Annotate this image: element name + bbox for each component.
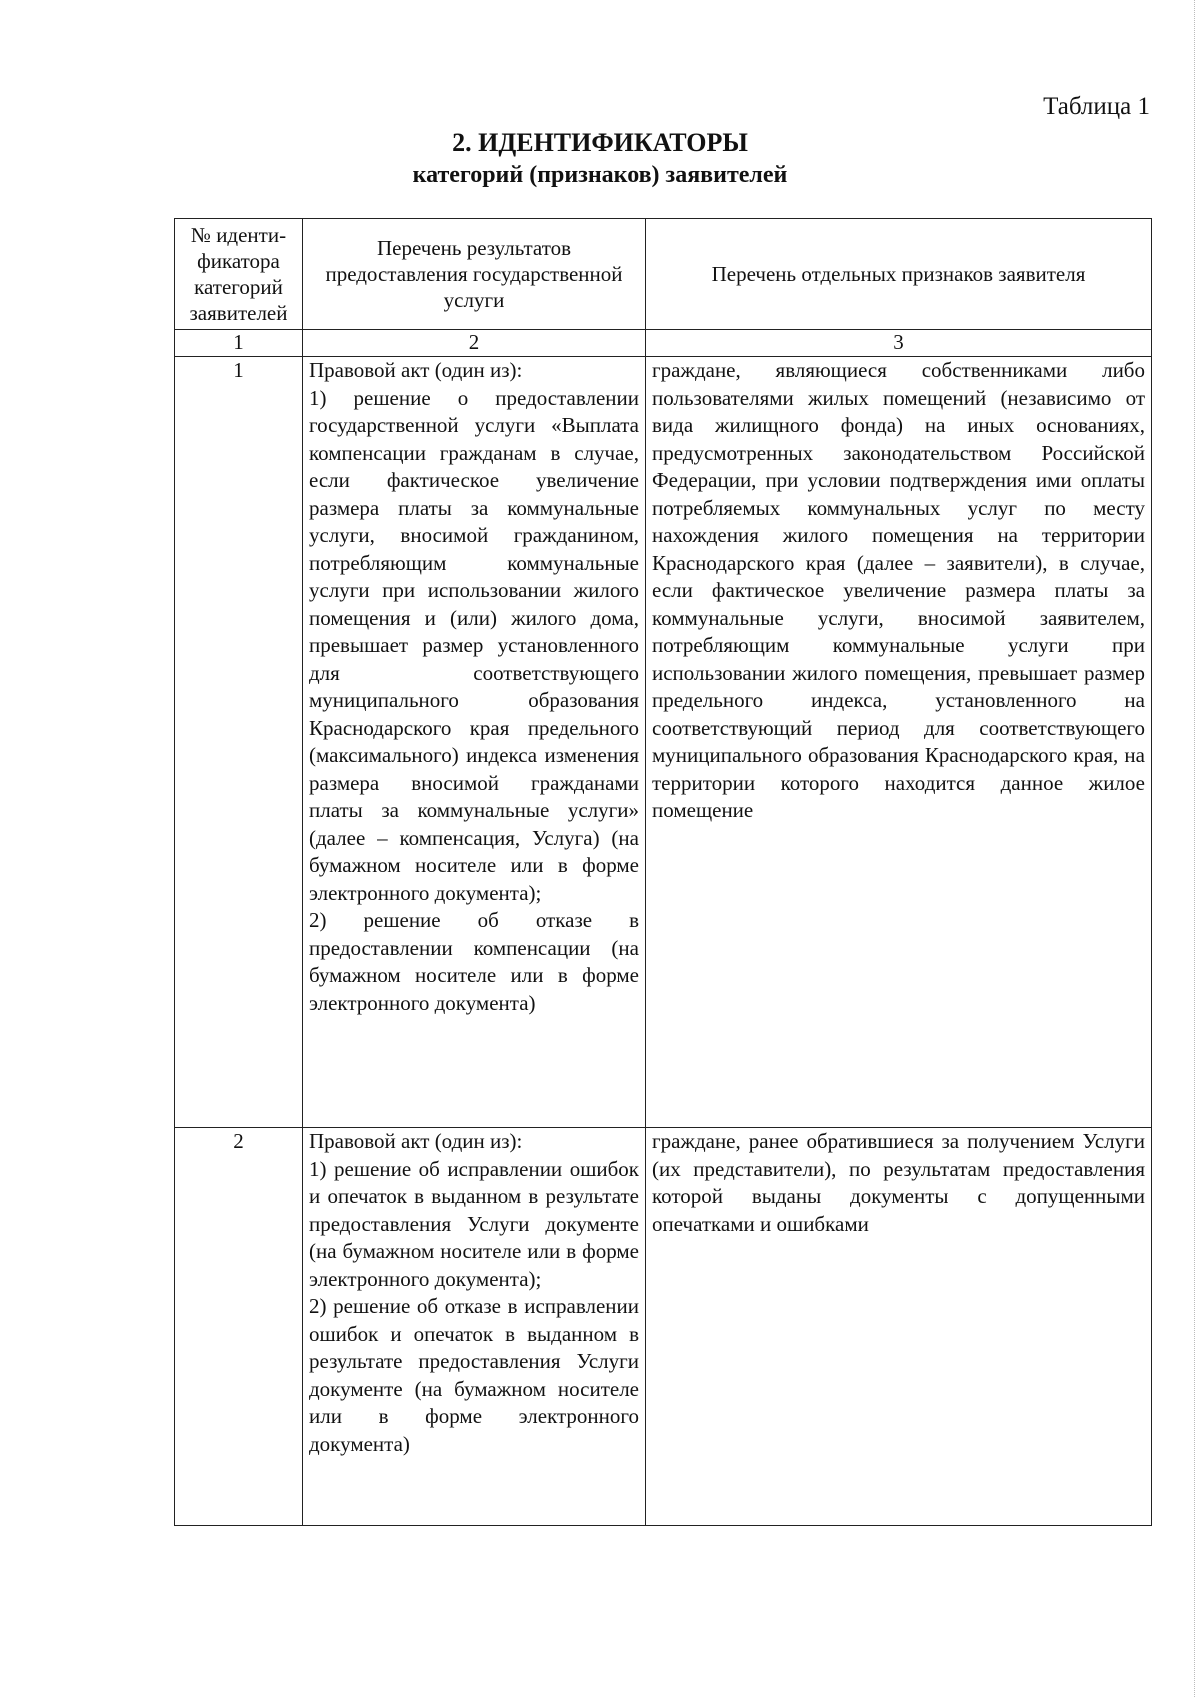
table-row [175,1128,1152,1526]
table-label: Таблица 1 [1043,93,1150,120]
identifiers-table [174,218,1152,1526]
header-results-column: Перечень результатов предоставления государственной услуги [303,219,646,330]
row-id: 1 [175,357,303,1128]
header-features-column: Перечень отдельных признаков заявителя [646,219,1152,330]
scan-edge-line [1194,0,1196,1697]
row-results: Правовой акт (один из): 1) решение об исправлении ошибок и опечаток в выданном в результате предоставления Услуги документе (на бумажном носителе или в форме электронного документа); 2) решение об отказе в исправлении ошибок и опечаток в выданном в результате предоставления Услуги документе (на бумажном носителе или в форме электронного документа) [303,1128,646,1526]
row-features: граждане, ранее обратившиеся за получением Услуги (их представители), по результатам предоставления которой выданы документы с допущенными опечатками и ошибками [646,1128,1152,1526]
column-number: 1 [175,330,303,357]
table-row [175,357,1152,1128]
document-subtitle: категорий (признаков) заявителей [412,162,788,188]
header-id-column: № иденти-фикатора категорий заявителей [175,219,303,330]
row-results: Правовой акт (один из): 1) решение о предоставлении государственной услуги «Выплата компенсации гражданам в случае, если фактическое увеличение размера платы за коммунальные услуги, вносимой гражданином, потребляющим коммунальные услуги при использовании жилого помещения и (или) жилого дома, превышает размер установленного для соответствующего муниципального образования Краснодарского края предельного (максимального) индекса изменения размера вносимой гражданами платы за коммунальные услуги» (далее – компенсация, Услуга) (на бумажном носителе или в форме электронного документа); 2) решение об отказе в предоставлении компенсации (на бумажном носителе или в форме электронного документа) [303,357,646,1128]
document-title: 2. ИДЕНТИФИКАТОРЫ [452,128,748,157]
row-id: 2 [175,1128,303,1526]
table-header-row [175,219,1152,330]
column-number: 2 [303,330,646,357]
column-number-row [175,330,1152,357]
column-number: 3 [646,330,1152,357]
row-features: граждане, являющиеся собственниками либо пользователями жилых помещений (независимо от вида жилищного фонда) на иных основаниях, предусмотренных законодательством Российской Федерации, при условии подтверждения ими оплаты потребляемых коммунальных услуг по месту нахождения жилого помещения на территории Краснодарского края (далее – заявители), в случае, если фактическое увеличение размера платы за коммунальные услуги, вносимой заявителем, потребляющим коммунальные услуги при использовании жилого помещения, превышает размер предельного индекса, установленного на соответствующий период для соответствующего муниципального образования Краснодарского края, на территории которого находится данное жилое помещение [646,357,1152,1128]
